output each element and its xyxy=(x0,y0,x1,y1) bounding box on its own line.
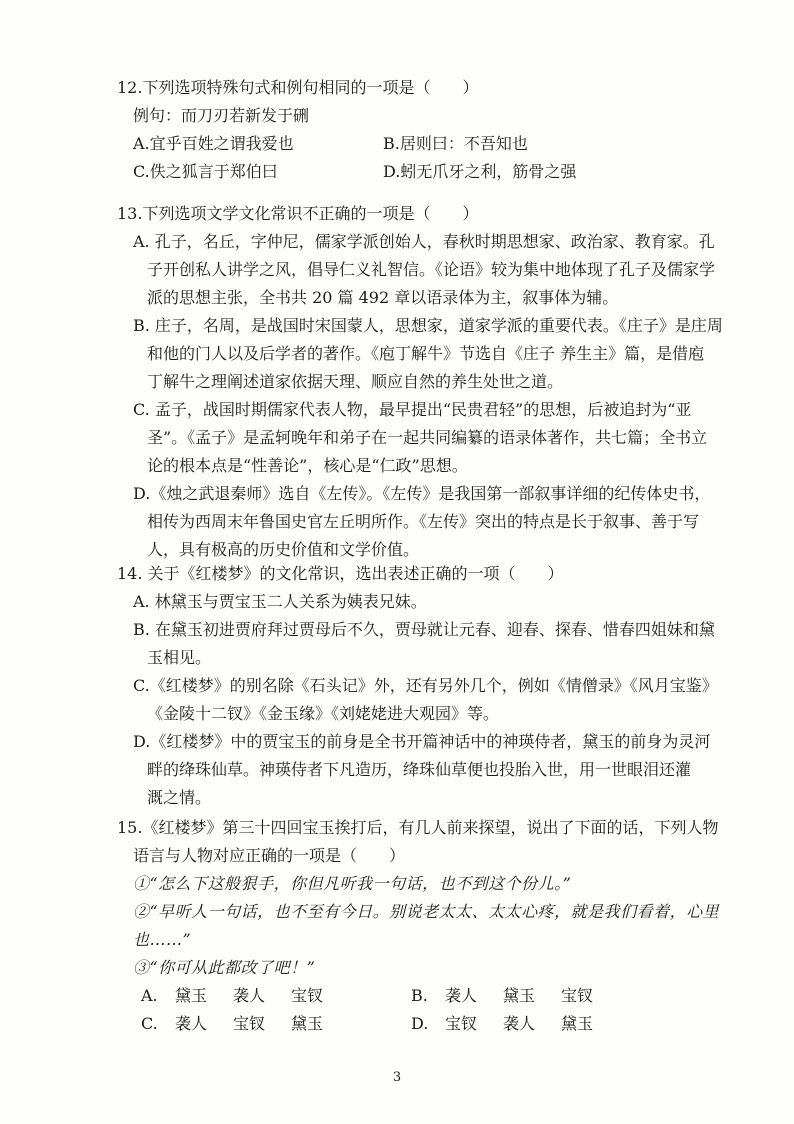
question-13-line: B. 庄子，名周，是战国时宋国蒙人，思想家，道家学派的重要代表。《庄子》是庄周 xyxy=(133,316,723,335)
question-15-answers-row-2 xyxy=(117,1010,717,1038)
option-c: C.佚之狐言于郑伯曰 xyxy=(133,162,278,181)
question-12 xyxy=(117,74,717,186)
page-number: 3 xyxy=(392,1070,402,1085)
question-13-line: 论的根本点是“性善论”，核心是“仁政”思想。 xyxy=(147,456,468,475)
question-14-line: 溉之情。 xyxy=(147,788,212,807)
question-13-line: 子开创私人讲学之风，倡导仁义礼智信。《论语》较为集中地体现了孔子及儒家学 xyxy=(147,260,716,279)
question-15-quote: ②“早听人一句话，也不至有今日。别说老太太、太太心疼，就是我们看着，心里 xyxy=(133,902,720,921)
question-15-quote: ③“你可从此都改了吧！” xyxy=(133,958,316,977)
question-15-stem: 15.《红楼梦》第三十四回宝玉挨打后，有几人前来探望，说出了下面的话，下列人物 xyxy=(117,818,719,837)
question-14-line: C.《红楼梦》的别名除《石头记》外，还有另外几个，例如《情僧录》《风月宝鉴》 xyxy=(133,676,718,695)
option-a: A.宜乎百姓之谓我爱也 xyxy=(133,134,294,153)
question-12-options-row-2 xyxy=(117,158,717,186)
question-12-example: 例句：而刀刃若新发于硎 xyxy=(133,106,310,125)
question-13-line: 人，具有极高的历史价值和文学价值。 xyxy=(147,540,420,559)
question-13-line: A. 孔子，名丘，字仲尼，儒家学派创始人，春秋时期思想家、政治家、教育家。孔 xyxy=(133,232,715,251)
question-12-options-row-1 xyxy=(117,130,717,158)
question-12-stem: 12.下列选项特殊句式和例句相同的一项是（ ） xyxy=(117,78,479,97)
question-14-stem: 14. 关于《红楼梦》的文化常识，选出表述正确的一项（ ） xyxy=(117,564,564,583)
question-14 xyxy=(117,560,717,812)
question-13-line: C. 孟子，战国时期儒家代表人物，最早提出“民贵君轻”的思想，后被追封为“亚 xyxy=(133,400,692,419)
question-14-line: B. 在黛玉初进贾府拜过贾母后不久，贾母就让元春、迎春、探春、惜春四姐妹和黛 xyxy=(133,620,715,639)
question-13 xyxy=(117,200,723,564)
question-15 xyxy=(117,814,720,1038)
question-15-quote: 也……” xyxy=(133,930,192,949)
question-15-quote: ①“怎么下这般狠手，你但凡听我一句话，也不到这个份儿。” xyxy=(133,874,572,893)
question-14-line: A. 林黛玉与贾宝玉二人关系为姨表兄妹。 xyxy=(133,592,427,611)
answer-b: B. 袭人 黛玉 宝钗 xyxy=(411,986,594,1005)
question-15-stem-cont: 语言与人物对应正确的一项是（ ） xyxy=(133,846,406,865)
option-b: B.居则曰：不吾知也 xyxy=(383,134,528,153)
answer-a: A. 黛玉 袭人 宝钗 xyxy=(141,986,324,1005)
option-d: D.蚓无爪牙之利，筋骨之强 xyxy=(383,162,577,181)
question-14-line: 玉相见。 xyxy=(147,648,212,667)
question-13-line: 和他的门人以及后学者的著作。《庖丁解牛》节选自《庄子 养生主》篇，是借庖 xyxy=(147,344,705,363)
question-13-line: 圣”。《孟子》是孟轲晚年和弟子在一起共同编纂的语录体著作，共七篇；全书立 xyxy=(147,428,708,447)
question-14-line: 《金陵十二钗》《金玉缘》《刘姥姥进大观园》等。 xyxy=(147,704,500,723)
question-13-line: 派的思想主张，全书共 20 篇 492 章以语录体为主，叙事体为辅。 xyxy=(147,288,619,307)
question-13-line: D.《烛之武退秦师》选自《左传》。《左传》是我国第一部叙事详细的纪传体史书， xyxy=(133,484,711,503)
question-15-answers-row-1 xyxy=(117,982,717,1010)
question-14-line: D.《红楼梦》中的贾宝玉的前身是全书开篇神话中的神瑛侍者，黛玉的前身为灵河 xyxy=(133,732,711,751)
answer-c: C. 袭人 宝钗 黛玉 xyxy=(141,1014,324,1033)
answer-d: D. 宝钗 袭人 黛玉 xyxy=(411,1014,594,1033)
question-13-line: 相传为西周末年鲁国史官左丘明所作。《左传》突出的特点是长于叙事、善于写 xyxy=(147,512,700,531)
question-13-line: 丁解牛之理阐述道家依据天理、顺应自然的养生处世之道。 xyxy=(147,372,564,391)
question-14-line: 畔的绛珠仙草。神瑛侍者下凡造历，绛珠仙草便也投胎入世，用一世眼泪还灌 xyxy=(147,760,692,779)
question-13-stem: 13.下列选项文学文化常识不正确的一项是（ ） xyxy=(117,204,479,223)
